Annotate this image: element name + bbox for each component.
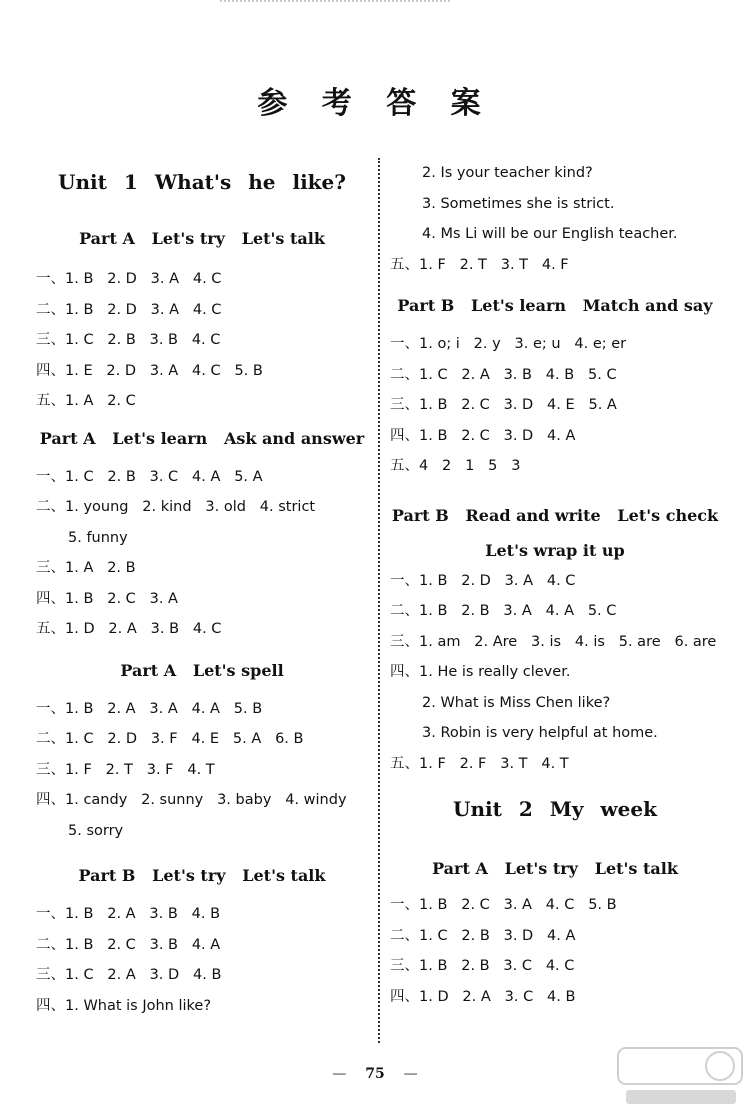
answer-line: 3. Robin is very helpful at home. — [422, 725, 658, 741]
answer-line: 5. funny — [68, 529, 128, 546]
section-heading: Part B Let's try Let's talk — [78, 866, 326, 885]
watermark-logo-icon — [616, 1044, 744, 1108]
answer-line: 五、4 2 1 5 3 — [390, 458, 521, 474]
answer-line: 三、1. C 2. A 3. D 4. B — [36, 967, 222, 983]
answer-line: 四、1. candy 2. sunny 3. baby 4. windy — [36, 792, 347, 808]
answer-line: 二、1. B 2. C 3. B 4. A — [36, 936, 221, 953]
answer-line: 一、1. o; i 2. y 3. e; u 4. e; er — [390, 336, 627, 352]
answer-line: 四、1. D 2. A 3. C 4. B — [390, 988, 576, 1005]
answer-line: 二、1. B 2. B 3. A 4. A 5. C — [390, 603, 617, 619]
answer-line: 2. Is your teacher kind? — [422, 165, 593, 181]
unit1-title: Unit 1 What's he like? — [58, 170, 346, 194]
answer-line: 一、1. B 2. D 3. A 4. C — [390, 572, 576, 589]
answer-line: 4. Ms Li will be our English teacher. — [422, 226, 678, 242]
answer-line: 一、1. B 2. C 3. A 4. C 5. B — [390, 897, 617, 913]
answer-line: 五、1. F 2. T 3. T 4. F — [390, 256, 569, 273]
answer-line: 四、1. What is John like? — [36, 997, 212, 1014]
answer-line: 二、1. B 2. D 3. A 4. C — [36, 301, 222, 318]
answer-line: 五、1. D 2. A 3. B 4. C — [36, 621, 222, 637]
answer-line: 三、1. C 2. B 3. B 4. C — [36, 332, 221, 348]
answer-line: 二、1. C 2. D 3. F 4. E 5. A 6. B — [36, 731, 304, 747]
section-heading: Let's wrap it up — [485, 540, 625, 560]
page-number-value: 75 — [365, 1066, 385, 1082]
left-column — [36, 158, 368, 1021]
answer-line: 五、1. A 2. C — [36, 393, 136, 409]
page-title: 参 考 答 案 — [257, 86, 493, 121]
answer-line: 四、1. B 2. C 3. D 4. A — [390, 427, 576, 444]
top-edge-marks — [220, 0, 450, 8]
answer-line: 二、1. C 2. A 3. B 4. B 5. C — [390, 366, 617, 383]
unit2-title: Unit 2 My week — [453, 797, 657, 821]
answer-line: 一、1. B 2. A 3. B 4. B — [36, 906, 221, 922]
answer-line: 二、1. young 2. kind 3. old 4. strict — [36, 499, 316, 515]
section-heading: Part A Let's try Let's talk — [432, 859, 678, 878]
answer-line: 2. What is Miss Chen like? — [422, 694, 611, 711]
answer-line: 5. sorry — [68, 822, 124, 839]
section-heading: Part B Let's learn Match and say — [397, 296, 713, 315]
answer-line: 三、1. F 2. T 3. F 4. T — [36, 761, 215, 778]
answer-line: 一、1. B 2. A 3. A 4. A 5. B — [36, 700, 263, 717]
answer-line: 三、1. A 2. B — [36, 560, 136, 576]
right-column — [390, 158, 720, 1012]
answer-line: 三、1. B 2. C 3. D 4. E 5. A — [390, 397, 617, 413]
page-number-dash-right: — — [403, 1066, 418, 1082]
page-number-dash-left: — — [332, 1066, 347, 1082]
answer-line: 四、1. He is really clever. — [390, 664, 571, 680]
answer-line: 二、1. C 2. B 3. D 4. A — [390, 927, 576, 944]
section-heading: Part B Read and write Let's check — [391, 505, 719, 525]
section-heading: Part A Let's try Let's talk — [79, 229, 325, 248]
column-divider — [378, 158, 380, 1043]
answer-line: 三、1. B 2. B 3. C 4. C — [390, 958, 575, 974]
answer-line: 3. Sometimes she is strict. — [422, 195, 615, 212]
answer-line: 一、1. B 2. D 3. A 4. C — [36, 271, 222, 287]
answer-line: 五、1. F 2. F 3. T 4. T — [390, 755, 569, 772]
answer-line: 四、1. E 2. D 3. A 4. C 5. B — [36, 362, 263, 379]
section-heading: Part A Let's learn Ask and answer — [39, 428, 365, 448]
answer-line: 四、1. B 2. C 3. A — [36, 590, 178, 607]
section-heading: Part A Let's spell — [120, 660, 284, 680]
answer-line: 一、1. C 2. B 3. C 4. A 5. A — [36, 468, 263, 485]
answer-line: 三、1. am 2. Are 3. is 4. is 5. are 6. are — [390, 633, 717, 650]
